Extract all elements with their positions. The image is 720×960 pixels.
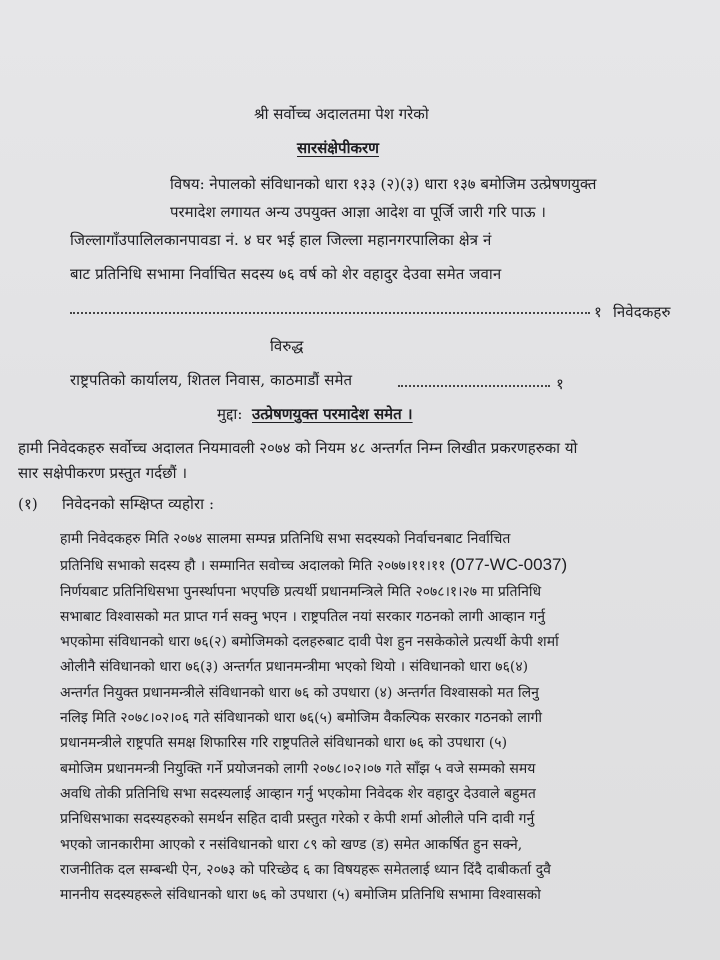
body-line: निर्णयबाट प्रतिनिधिसभा पुनर्स्थापना भएपछि प्रत्यर्थी प्रधानमन्त्रिले मिति २०७८।१।२७ मा प्रतिनिधि: [60, 583, 542, 600]
versus-label: विरुद्ध: [270, 337, 304, 355]
subject-line: विषय: नेपालको संविधानको धारा १३३ (२)(३) धारा १३७ बमोजिम उत्प्रेषणयुक्त: [170, 175, 597, 193]
body-line: अवधि तोकी प्रतिनिधि सभा सदस्यलाई आव्हान गर्नु भएकोमा निवेदक शेर वहादुर देउवाले बहुमत: [60, 785, 536, 802]
intro-paragraph: [18, 436, 698, 486]
subject-block: [170, 170, 670, 226]
petitioner-line: बाट प्रतिनिधि सभामा निर्वाचित सदस्य ७६ वर्ष को शेर वहादुर देउवा समेत जवान: [70, 265, 502, 283]
intro-line: सार सक्षेपीकरण प्रस्तुत गर्दछौं ।: [18, 464, 187, 482]
body-line: ओलीनै संविधानको धारा ७६(३) अन्तर्गत प्रधानमन्त्रीमा भएको थियो । संविधानको धारा ७६(४): [60, 659, 529, 676]
body-line: नलिइ मिति २०७८।०२।०६ गते संविधानको धारा ७६(५) बमोजिम वैकल्पिक सरकार गठनको लागी: [60, 710, 542, 727]
respondent-count: १: [556, 375, 564, 393]
body-line: अन्तर्गत नियुक्त प्रधानमन्त्रीले संविधानको धारा ७६ को उपधारा (४) अन्तर्गत विश्वासको मत लिनु: [60, 684, 539, 701]
body-line: प्रनिधिसभाका सदस्यहरुको समर्थन सहित दावी प्रस्तुत गरेको र केपी शर्मा ओलीले पनि दावी गर्नु: [60, 811, 535, 828]
body-line: हामी निवेदकहरु मिति २०७४ सालमा सम्पन्न प्रतिनिधि सभा सदस्यको निर्वाचनबाट निर्वाचित: [60, 531, 511, 547]
document-title: सारसंक्षेपीकरण: [297, 139, 379, 157]
petitioner-count: १: [594, 303, 602, 321]
document-heading: श्री सर्वोच्च अदालतमा पेश गरेको: [254, 105, 429, 123]
section-number: (१): [18, 495, 38, 513]
respondent-text: राष्ट्रपतिको कार्यालय, शितल निवास, काठमाडौं समेत: [70, 371, 353, 389]
intro-line: हामी निवेदकहरु सर्वोच्च अदालत नियमावली २०७४ को नियम ४८ अन्तर्गत निम्न लिखीत प्रकरणहरुका यो: [18, 439, 578, 457]
dotted-leader: [398, 385, 550, 387]
matter-title: उत्प्रेषणयुक्त परमादेश समेत ।: [252, 405, 413, 423]
body-line: राजनीतिक दल सम्बन्धी ऐन, २०७३ को परिच्छेद ६ का विषयहरू समेतलाई ध्यान दिंदै दाबीकर्ता दुवै: [60, 861, 551, 878]
petitioner-line: जिल्लागाँउपालिलकानपावडा नं. ४ घर भई हाल जिल्ला महानगरपालिका क्षेत्र नं: [70, 231, 492, 249]
body-line: [60, 552, 710, 579]
dotted-leader: [70, 312, 590, 314]
body-line: प्रधानमन्त्रीले राष्ट्रपति समक्ष शिफारिस गरि राष्ट्रपतिले संविधानको धारा ७६ को उपधारा (५): [60, 735, 508, 752]
petitioner-label: निवेदकहरु: [613, 303, 671, 321]
section-title: निवेदनको सम्क्षिप्त व्यहोरा :: [62, 495, 215, 513]
body-line-text: प्रतिनिधि सभाको सदस्य हौ । सम्मानित सवोच्च अदालको मिति २०७७।११।११: [60, 558, 446, 575]
body-line: सभाबाट विश्वासको मत प्राप्त गर्न सक्नु भएन । राष्ट्रपतिल नयां सरकार गठनको लागी आव्हान गर्नु: [60, 608, 545, 625]
subject-line: परमादेश लगायत अन्य उपयुक्त आज्ञा आदेश वा पूर्जि जारी गरि पाऊ ।: [170, 203, 546, 221]
body-line: माननीय सदस्यहरूले संविधानको धारा ७६ को उपधारा (५) बमोजिम प्रतिनिधि सभामा विश्वासको: [60, 887, 541, 904]
body-line: भएकोमा संविधानको धारा ७६(२) बमोजिमको दलहरुबाट दावी पेश हुन नसकेकोले प्रत्यर्थी केपी शर्मा: [60, 634, 559, 651]
body-paragraph: [60, 527, 710, 908]
matter-label: मुद्दा:: [217, 405, 243, 423]
body-line: भएको जानकारीमा आएको र नसंविधानको धारा ८९ को खण्ड (ड) समेत आकर्षित हुन सक्ने,: [60, 836, 523, 853]
case-number: (077-WC-0037): [450, 555, 568, 575]
body-line: बमोजिम प्रधानमन्त्री नियुक्ति गर्ने प्रयोजनको लागी २०७८।०२।०७ गते साँझ ५ वजे सम्मको समय: [60, 760, 536, 777]
